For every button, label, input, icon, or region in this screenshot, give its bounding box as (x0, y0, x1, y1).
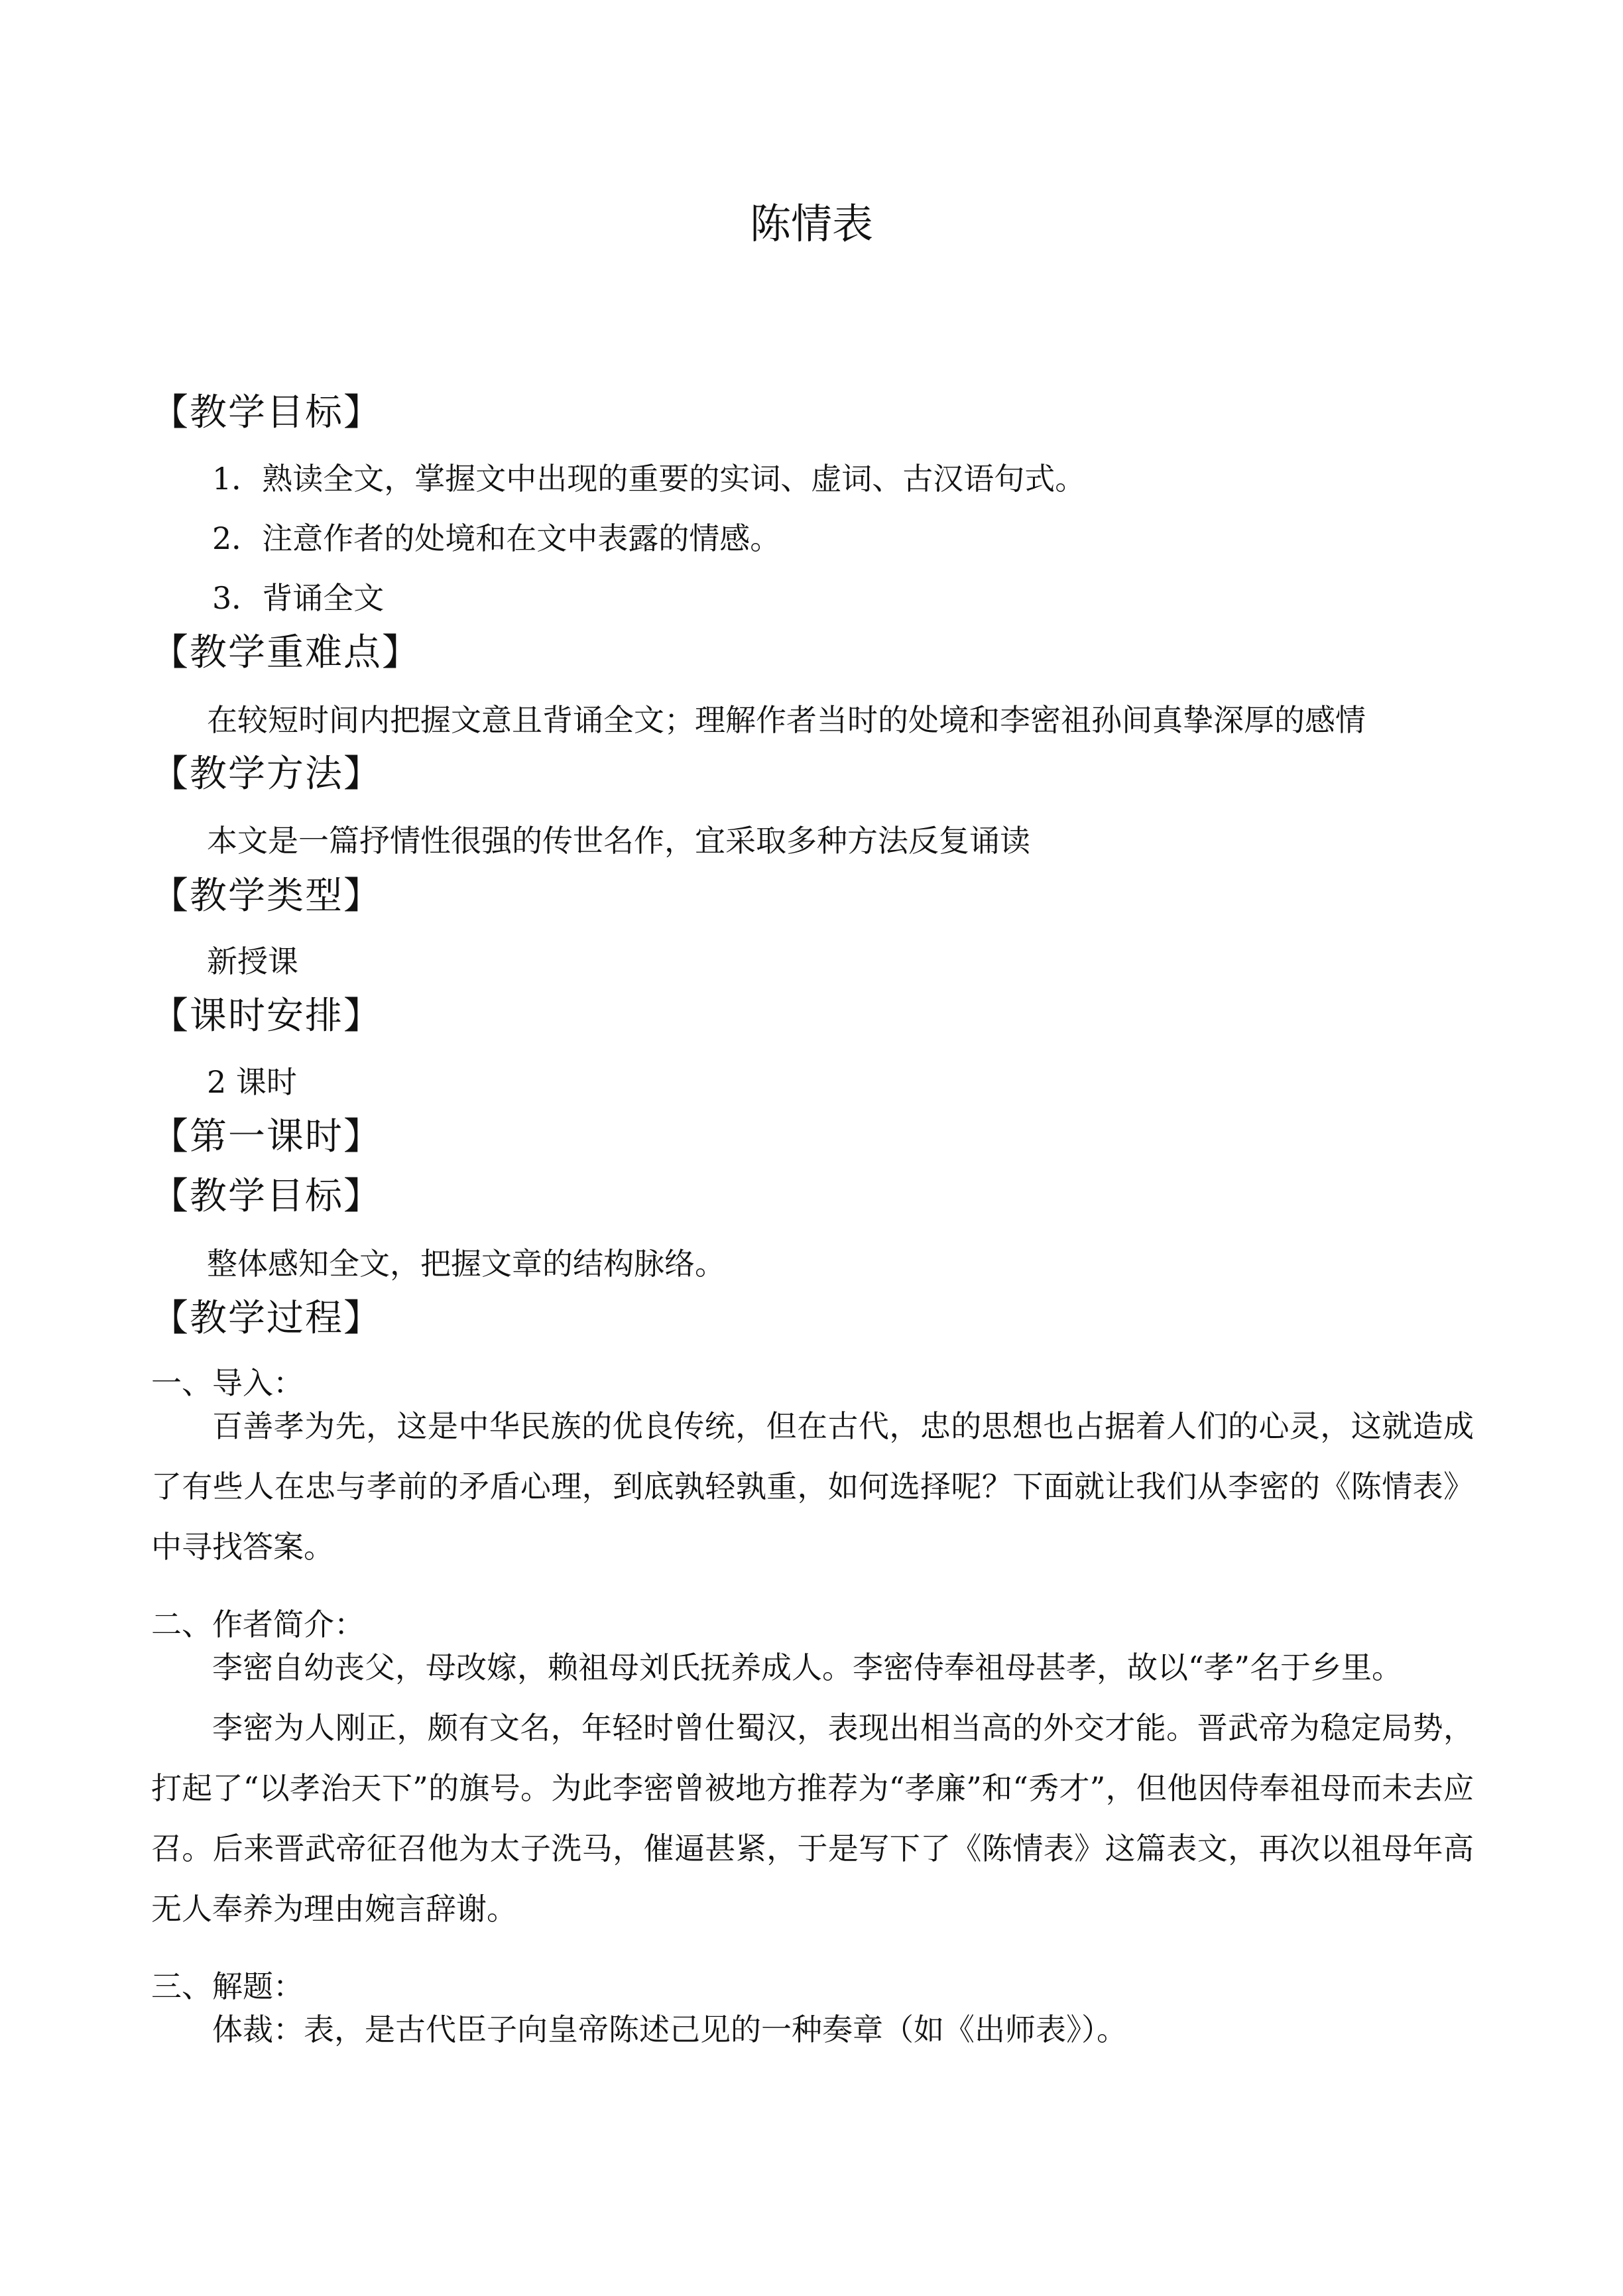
section-title-heading: 三、解题： (151, 1968, 304, 2004)
section-author-text-1: 李密自幼丧父，母改嫁，赖祖母刘氏抚养成人。李密侍奉祖母甚孝，故以“孝”名于乡里。 (212, 1650, 1403, 1685)
heading-schedule: 【课时安排】 (151, 995, 382, 1038)
goal-item-2: 2．注意作者的处境和在文中表露的情感。 (212, 520, 781, 556)
goal-item-1: 1．熟读全文，掌握文中出现的重要的实词、虚词、古汉语句式。 (212, 461, 1086, 497)
heading-teaching-method: 【教学方法】 (151, 753, 382, 796)
section-intro-text: 百善孝为先，这是中华民族的优良传统，但在古代，忠的思想也占据着人们的心灵，这就造成了有些人在忠与孝前的矛盾心理，到底孰轻孰重，如何选择呢？下面就让我们从李密的《陈情表》中寻找答案。 (151, 1408, 1474, 1565)
section-author-text-2: 李密为人刚正，颇有文名，年轻时曾仕蜀汉，表现出相当高的外交才能。晋武帝为稳定局势，打起了“以孝治天下”的旗号。为此李密曾被地方推荐为“孝廉”和“秀才”，但他因侍奉祖母而未去应召。后来晋武帝征召他为太子洗马，催逼甚紧，于是写下了《陈情表》这篇表文，再次以祖母年高无人奉养为理由婉言辞谢。 (151, 1710, 1474, 1927)
heading-lesson-goals: 【教学目标】 (151, 1175, 382, 1218)
heading-lesson-type: 【教学类型】 (151, 875, 382, 918)
lesson-goals-text: 整体感知全文，把握文章的结构脉络。 (207, 1246, 725, 1282)
heading-teaching-process: 【教学过程】 (151, 1297, 382, 1340)
schedule-text: 2 课时 (207, 1064, 297, 1100)
heading-key-points: 【教学重难点】 (151, 631, 420, 674)
heading-first-lesson: 【第一课时】 (151, 1115, 382, 1158)
page-title: 陈情表 (749, 200, 873, 248)
heading-teaching-goals: 【教学目标】 (151, 391, 382, 434)
section-title-text: 体裁：表，是古代臣子向皇帝陈述己见的一种奏章（如《出师表》）。 (212, 2012, 1127, 2047)
goal-item-3: 3．背诵全文 (212, 580, 385, 616)
lesson-type-text: 新授课 (207, 943, 298, 979)
key-points-text: 在较短时间内把握文意且背诵全文；理解作者当时的处境和李密祖孙间真挚深厚的感情 (207, 702, 1366, 738)
section-author-heading: 二、作者简介： (151, 1606, 365, 1642)
section-intro-heading: 一、导入： (151, 1365, 304, 1401)
method-text: 本文是一篇抒情性很强的传世名作，宜采取多种方法反复诵读 (207, 823, 1030, 859)
